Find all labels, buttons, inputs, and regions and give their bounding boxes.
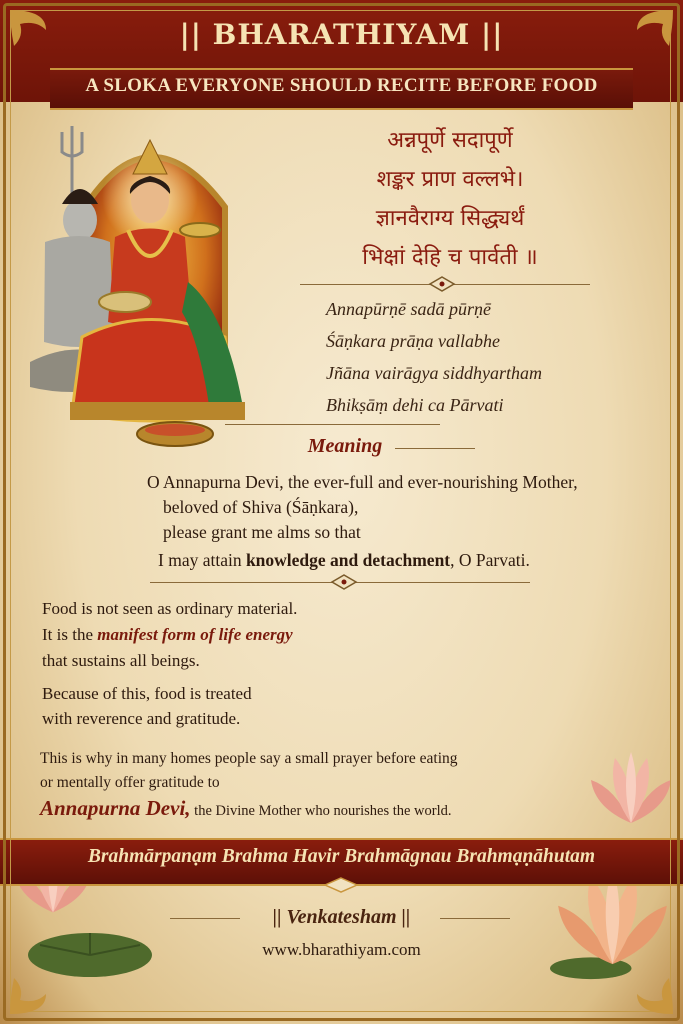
body-line xyxy=(40,796,452,821)
transliteration-line: Annapūrṇē sadā pūrṇē xyxy=(326,299,491,319)
website-link[interactable]: www.bharathiyam.com xyxy=(262,940,421,959)
body-highlight: manifest form of life energy xyxy=(97,625,293,644)
devanagari-line: भिक्षां देहि च पार्वती ॥ xyxy=(362,245,538,270)
body-line: Food is not seen as ordinary material. xyxy=(42,599,298,618)
body-text: the Divine Mother who nourishes the world. xyxy=(190,803,452,819)
body-line xyxy=(42,625,293,645)
deity-name: Annapurna Devi, xyxy=(40,796,191,820)
body-line: with reverence and gratitude. xyxy=(42,709,241,728)
transliteration-line: Śāṇkara prāṇa vallabhe xyxy=(326,331,500,351)
meaning-line: beloved of Shiva (Śāṇkara), xyxy=(163,497,359,517)
annapurna-shiva-illustration xyxy=(10,112,300,457)
lotus-icon xyxy=(585,748,677,833)
diamond-ornament-icon xyxy=(321,877,361,893)
transliteration-line: Jñāna vairāgya siddhyartham xyxy=(326,363,542,383)
closing-mantra: Brahmārpanạm Brahma Havir Brahmāgnau Brahmạṇāhutam xyxy=(87,846,596,867)
body-line: This is why in many homes people say a small prayer before eating xyxy=(40,750,458,767)
author-divider xyxy=(440,918,510,919)
meaning-divider xyxy=(225,424,440,425)
author-name: || Venkatesham || xyxy=(272,906,411,928)
transliteration-line: Bhikṣāṃ dehi ca Pārvati xyxy=(326,395,504,415)
body-line: or mentally offer gratitude to xyxy=(40,774,220,791)
diamond-ornament-icon xyxy=(428,276,456,292)
meaning-line: O Annapurna Devi, the ever-full and ever-nourishing Mother, xyxy=(147,472,578,492)
devanagari-line: अन्नपूर्णे सदापूर्णे xyxy=(387,128,513,153)
meaning-line: please grant me alms so that xyxy=(163,522,361,542)
body-line: Because of this, food is treated xyxy=(42,684,252,703)
brand-title: || BHARATHIYAM || xyxy=(179,18,504,51)
meaning-text: I may attain xyxy=(158,550,246,570)
meaning-text: , O Parvati. xyxy=(450,550,530,570)
meaning-divider xyxy=(395,448,475,449)
devanagari-line: शङ्कर प्राण वल्लभे। xyxy=(376,167,524,192)
devanagari-line: ज्ञानवैराग्य सिद्ध्यर्थं xyxy=(375,206,525,231)
meaning-emphasis: knowledge and detachment xyxy=(245,550,451,570)
poster-subtitle: A SLOKA EVERYONE SHOULD RECITE BEFORE FOOD xyxy=(85,75,598,96)
meaning-line xyxy=(158,550,530,571)
body-line: that sustains all beings. xyxy=(42,651,200,670)
diamond-ornament-icon xyxy=(330,574,358,590)
body-text: It is the xyxy=(42,625,98,644)
meaning-heading: Meaning xyxy=(307,435,383,457)
